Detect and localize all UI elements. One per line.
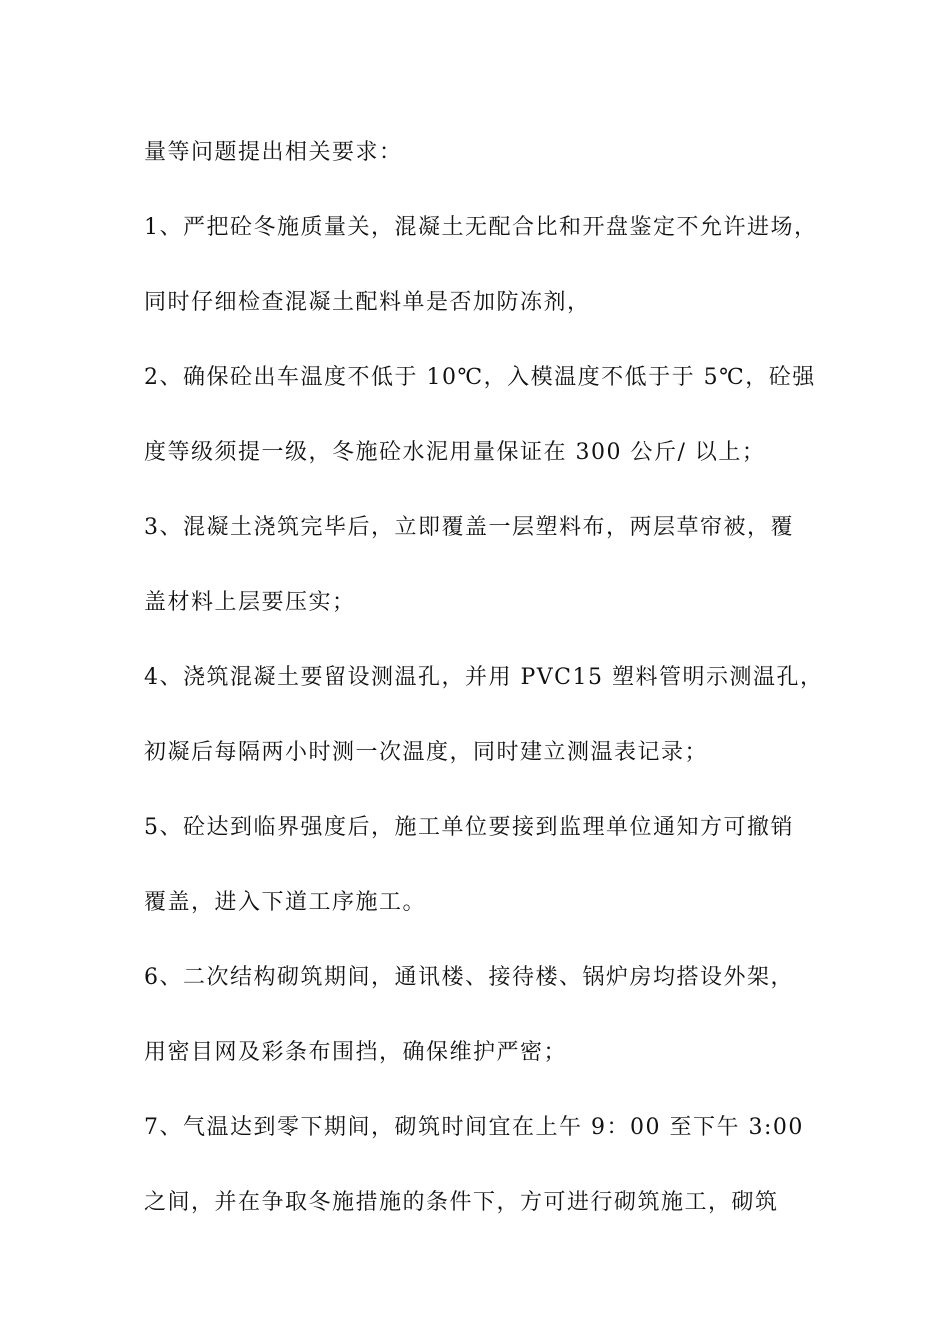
document-body bbox=[144, 131, 824, 1256]
text-line: 4、浇筑混凝土要留设测温孔，并用 PVC15 塑料管明示测温孔， bbox=[144, 665, 824, 690]
text-line: 初凝后每隔两小时测一次温度，同时建立测温表记录； bbox=[144, 740, 709, 765]
text-line: 2、确保砼出车温度不低于 10℃，入模温度不低于于 5℃，砼强 bbox=[144, 365, 816, 390]
text-line: 3、混凝土浇筑完毕后，立即覆盖一层塑料布，两层草帘被，覆 bbox=[144, 515, 794, 540]
text-line: 用密目网及彩条布围挡，确保维护严密； bbox=[144, 1040, 568, 1065]
text-line: 1、严把砼冬施质量关，混凝土无配合比和开盘鉴定不允许进场， bbox=[144, 215, 818, 240]
text-line: 同时仔细检查混凝土配料单是否加防冻剂， bbox=[144, 290, 591, 315]
text-line: 度等级须提一级，冬施砼水泥用量保证在 300 公斤/ 以上； bbox=[144, 440, 766, 465]
text-line: 5、砼达到临界强度后，施工单位要接到监理单位通知方可撤销 bbox=[144, 815, 794, 840]
text-line: 6、二次结构砌筑期间，通讯楼、接待楼、锅炉房均搭设外架， bbox=[144, 965, 794, 990]
text-line: 7、气温达到零下期间，砌筑时间宜在上午 9：00 至下午 3:00 bbox=[144, 1115, 804, 1140]
text-line: 量等问题提出相关要求： bbox=[144, 140, 403, 165]
text-line: 之间，并在争取冬施措施的条件下，方可进行砌筑施工，砌筑 bbox=[144, 1190, 779, 1215]
text-line: 覆盖，进入下道工序施工。 bbox=[144, 890, 427, 915]
text-line: 盖材料上层要压实； bbox=[144, 590, 356, 615]
